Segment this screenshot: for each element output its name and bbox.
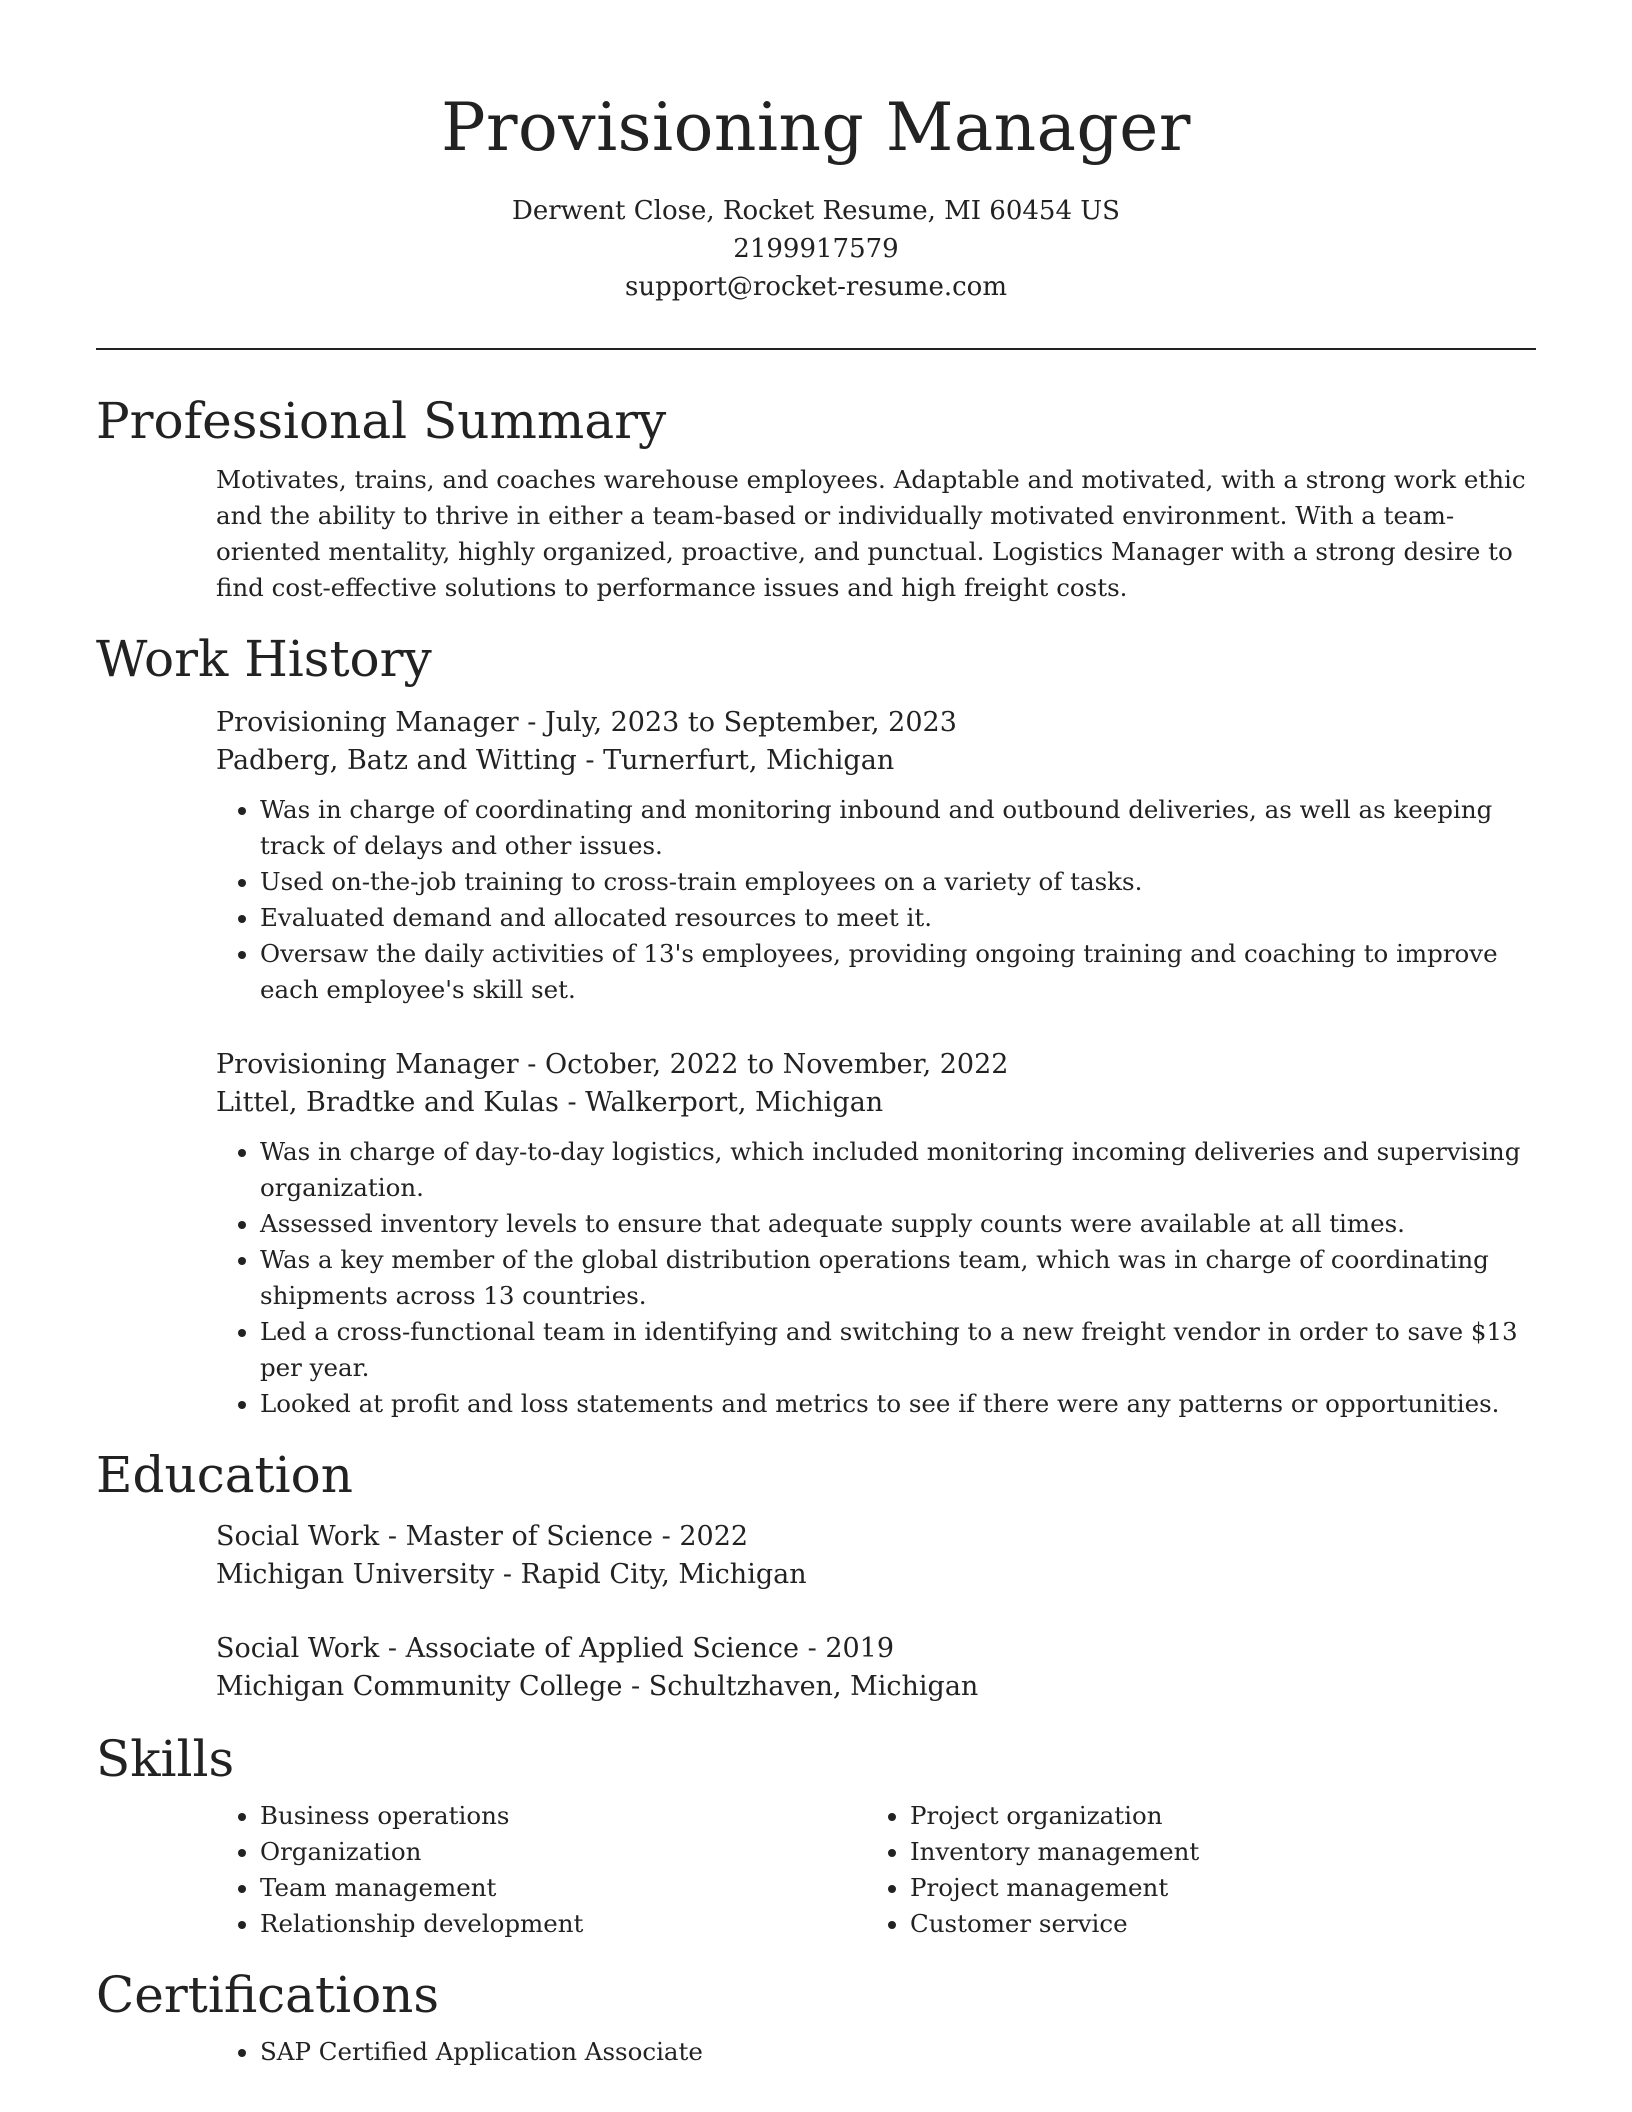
list-item: • Organization bbox=[260, 1834, 866, 1870]
section-summary bbox=[96, 390, 1536, 606]
list-item: • Was in charge of day-to-day logistics, which included monitoring incoming deliveries and supervising organization. bbox=[260, 1134, 1536, 1206]
section-education bbox=[96, 1444, 1536, 1706]
contact-email: support@rocket-resume.com bbox=[624, 272, 1007, 302]
list-item: • Customer service bbox=[910, 1906, 1516, 1942]
list-item: • Project management bbox=[910, 1870, 1516, 1906]
job-title-line: Provisioning Manager - July, 2023 to September, 2023 bbox=[216, 707, 957, 738]
education-location: Schultzhaven, Michigan bbox=[648, 1671, 979, 1702]
job-company-line: Littel, Bradtke and Kulas - Walkerport, Michigan bbox=[216, 1087, 884, 1118]
education-degree: Master of Science bbox=[405, 1521, 654, 1552]
education-school: Michigan Community College bbox=[216, 1671, 623, 1702]
contact-info bbox=[96, 192, 1536, 306]
education-degree-line: Social Work - Associate of Applied Science - 2019 bbox=[216, 1633, 895, 1664]
list-item: • SAP Certified Application Associate bbox=[260, 2034, 1536, 2070]
education-field: Social Work bbox=[216, 1633, 380, 1664]
list-item: • Relationship development bbox=[260, 1906, 866, 1942]
contact-phone: 2199917579 bbox=[733, 234, 899, 264]
list-item: • Assessed inventory levels to ensure that adequate supply counts were available at all times. bbox=[260, 1206, 1536, 1242]
education-year: 2019 bbox=[825, 1633, 895, 1664]
job-dates: July, 2023 to September, 2023 bbox=[544, 707, 957, 738]
list-item: • Was a key member of the global distribution operations team, which was in charge of coordinating shipments across 13 countries. bbox=[260, 1242, 1536, 1314]
section-title-education: Education bbox=[96, 1446, 353, 1504]
education-degree-line: Social Work - Master of Science - 2022 bbox=[216, 1521, 749, 1552]
job-bullets bbox=[216, 1134, 1536, 1422]
job-entry bbox=[216, 1046, 1536, 1422]
job-location: Walkerport, Michigan bbox=[585, 1087, 884, 1118]
skills-list-right bbox=[866, 1798, 1516, 1942]
section-title-summary: Professional Summary bbox=[96, 392, 667, 450]
education-entry bbox=[216, 1518, 1536, 1594]
job-location: Turnerfurt, Michigan bbox=[603, 745, 895, 776]
section-work-history bbox=[96, 628, 1536, 1422]
education-location: Rapid City, Michigan bbox=[520, 1559, 807, 1590]
skills-grid bbox=[216, 1798, 1536, 1942]
list-item: • Business operations bbox=[260, 1798, 866, 1834]
section-title-work-history: Work History bbox=[96, 630, 432, 688]
certifications-list bbox=[216, 2034, 1536, 2070]
list-item: • Inventory management bbox=[910, 1834, 1516, 1870]
job-position: Provisioning Manager bbox=[216, 1049, 519, 1080]
section-certifications bbox=[96, 1964, 1536, 2070]
education-school: Michigan University bbox=[216, 1559, 495, 1590]
job-company: Littel, Bradtke and Kulas bbox=[216, 1087, 559, 1118]
education-school-line: Michigan University - Rapid City, Michigan bbox=[216, 1559, 807, 1590]
skills-list-left bbox=[216, 1798, 866, 1942]
section-title-certifications: Certifications bbox=[96, 1966, 440, 2024]
job-position: Provisioning Manager bbox=[216, 707, 519, 738]
skills-column-left bbox=[216, 1798, 866, 1942]
list-item: • Led a cross-functional team in identifying and switching to a new freight vendor in order to save $13 per year. bbox=[260, 1314, 1536, 1386]
list-item: • Project organization bbox=[910, 1798, 1516, 1834]
job-dates: October, 2022 to November, 2022 bbox=[544, 1049, 1009, 1080]
job-entry bbox=[216, 704, 1536, 1008]
list-item: • Was in charge of coordinating and monitoring inbound and outbound deliveries, as well as keeping track of delays and other issues. bbox=[260, 792, 1536, 864]
education-field: Social Work bbox=[216, 1521, 380, 1552]
list-item: • Used on-the-job training to cross-train employees on a variety of tasks. bbox=[260, 864, 1536, 900]
contact-address: Derwent Close, Rocket Resume, MI 60454 US bbox=[511, 196, 1120, 226]
section-skills bbox=[96, 1728, 1536, 1942]
job-title-line: Provisioning Manager - October, 2022 to November, 2022 bbox=[216, 1049, 1009, 1080]
resume-header bbox=[96, 0, 1536, 306]
job-bullets bbox=[216, 792, 1536, 1008]
summary-text: Motivates, trains, and coaches warehouse employees. Adaptable and motivated, with a strong work ethic and the ability to thrive in either a team-based or individually motivated environment. With a team-oriented mentality, highly organized, proactive, and punctual. Logistics Manager with a strong desire to find cost-effective solutions to performance issues and high freight costs. bbox=[216, 465, 1526, 602]
education-degree: Associate of Applied Science bbox=[405, 1633, 800, 1664]
education-school-line: Michigan Community College - Schultzhaven, Michigan bbox=[216, 1671, 979, 1702]
education-entry bbox=[216, 1630, 1536, 1706]
section-title-skills: Skills bbox=[96, 1730, 235, 1788]
list-item: • Oversaw the daily activities of 13's employees, providing ongoing training and coaching to improve each employee's skill set. bbox=[260, 936, 1536, 1008]
education-year: 2022 bbox=[679, 1521, 749, 1552]
list-item: • Evaluated demand and allocated resources to meet it. bbox=[260, 900, 1536, 936]
job-company: Padberg, Batz and Witting bbox=[216, 745, 577, 776]
resume-page bbox=[96, 0, 1536, 2070]
candidate-name: Provisioning Manager bbox=[441, 89, 1191, 166]
skills-column-right bbox=[866, 1798, 1516, 1942]
job-company-line: Padberg, Batz and Witting - Turnerfurt, Michigan bbox=[216, 745, 895, 776]
header-divider bbox=[96, 348, 1536, 350]
list-item: • Team management bbox=[260, 1870, 866, 1906]
list-item: • Looked at profit and loss statements and metrics to see if there were any patterns or opportunities. bbox=[260, 1386, 1536, 1422]
